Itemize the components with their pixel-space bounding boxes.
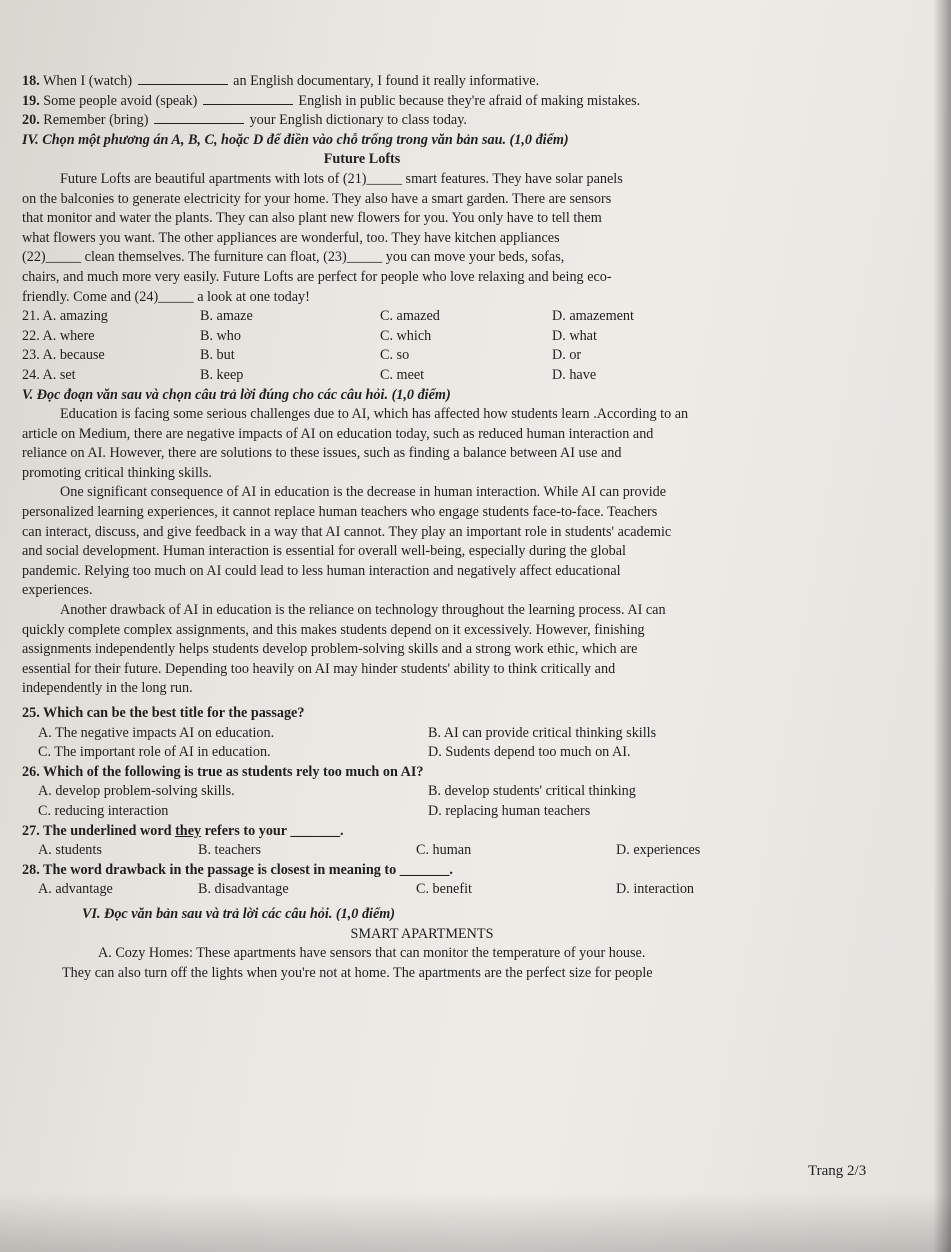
passage-line: (22)_____ clean themselves. The furniture can float, (23)_____ you can move your beds, sofas, [22,249,565,266]
answer-blank[interactable] [203,104,293,105]
smart-apartments-passage [22,944,882,983]
option-a[interactable]: A. The negative impacts AI on education. [38,724,275,741]
passage-line: independently in the long run. [22,680,193,697]
options-row-22 [22,327,882,347]
fill-item-18 [22,72,882,92]
item-number: 20. [22,112,40,129]
option-b[interactable]: B. amaze [200,308,253,325]
option-b[interactable]: B. who [200,327,241,344]
passage-line: One significant consequence of AI in education is the decrease in human interaction. While AI can provide [60,484,667,501]
passage-line: A. Cozy Homes: These apartments have sensors that can monitor the temperature of your house. [98,945,646,962]
options-row-23 [22,346,882,366]
passage-line: that monitor and water the plants. They can also plant new flowers for you. You only have to tell them [22,210,602,227]
option-a[interactable]: 21. A. amazing [22,308,108,325]
page-content [22,62,882,983]
question-28 [22,861,882,881]
passage-line: article on Medium, there are negative impacts of AI on education today, such as reduced human interaction and [22,425,654,442]
option-d[interactable]: D. or [552,347,582,364]
section-vi-heading: VI. Đọc văn bản sau và trả lời các câu hỏi. (1,0 điểm) [82,905,396,922]
option-b[interactable]: B. teachers [198,842,262,859]
option-b[interactable]: B. AI can provide critical thinking skills [428,724,657,741]
passage-line: experiences. [22,582,93,599]
ai-passage-paragraph-3 [22,601,882,699]
question-27-options [22,841,882,861]
options-row-24 [22,366,882,386]
fill-item-19 [22,92,882,112]
option-d[interactable]: D. Sudents depend too much on AI. [428,744,631,761]
page-number: Trang 2/3 [808,1163,867,1179]
passage-line: reliance on AI. However, there are solutions to these issues, such as finding a balance between AI use and [22,445,622,462]
option-d[interactable]: D. interaction [616,881,695,898]
option-b[interactable]: B. disadvantage [198,881,289,898]
passage-line: Education is facing some serious challenges due to AI, which has affected how students learn .According to an [60,406,689,423]
option-a[interactable]: A. develop problem-solving skills. [38,783,235,800]
section-iv-heading: IV. Chọn một phương án A, B, C, hoặc D để điền vào chỗ trống trong văn bản sau. (1,0 điểm) [22,131,569,148]
options-row-21 [22,307,882,327]
question-25-options-cd [22,743,882,763]
ai-passage-paragraph-2 [22,483,882,601]
option-c[interactable]: C. so [380,347,410,364]
option-c[interactable]: C. which [380,327,432,344]
option-d[interactable]: D. what [552,327,597,344]
section-v-heading: V. Đọc đoạn văn sau và chọn câu trả lời đúng cho các câu hỏi. (1,0 điểm) [22,386,451,403]
passage-title-future-lofts: Future Lofts [323,151,401,168]
item-text: When I (watch) [43,73,133,89]
item-text: your English dictionary to class today. [249,112,467,129]
passage-title-smart-apartments: SMART APARTMENTS [350,925,494,942]
passage-line: Another drawback of AI in education is the reliance on technology throughout the learning process. AI can [60,602,666,619]
option-b[interactable]: B. develop students' critical thinking [428,783,636,800]
question-text: 28. The word [22,861,106,878]
option-d[interactable]: D. have [552,366,597,383]
question-26-options-ab [22,782,882,802]
question-text: in the passage is closest in meaning to _______. [166,861,453,878]
passage-line: pandemic. Relying too much on AI could lead to less human interaction and negatively affect educational [22,562,621,579]
option-d[interactable]: D. replacing human teachers [428,802,591,819]
question-text: refers to your _______. [201,822,344,839]
question-28-options [22,880,882,900]
item-text: English in public because they're afraid of making mistakes. [298,92,641,109]
question-25-options-ab [22,724,882,744]
option-a[interactable]: 24. A. set [22,366,76,383]
option-c[interactable]: C. The important role of AI in education. [38,744,271,761]
option-b[interactable]: B. keep [200,366,244,383]
answer-blank[interactable] [154,123,244,124]
passage-line: friendly. Come and (24)_____ a look at one today! [22,288,310,305]
item-number: 19. [22,92,40,109]
option-c[interactable]: C. meet [380,366,425,383]
underlined-word: they [175,822,202,839]
option-c[interactable]: C. human [416,842,472,859]
passage-line: chairs, and much more very easily. Future Lofts are perfect for people who love relaxing and being eco- [22,268,612,285]
question-26-options-cd [22,802,882,822]
passage-line: promoting critical thinking skills. [22,464,212,481]
option-b[interactable]: B. but [200,347,235,364]
passage-line: assignments independently helps students develop problem-solving skills and a strong work ethic, which are [22,641,638,658]
passage-line: quickly complete complex assignments, and this makes students depend on it excessively. However, finishing [22,621,645,638]
page-shadow-bottom [0,1192,951,1252]
passage-line: and social development. Human interaction is essential for overall well-being, especially during the global [22,543,626,560]
question-text: 27. The underlined word [22,822,176,839]
passage-line: what flowers you want. The other appliances are wonderful, too. They have kitchen appliances [22,229,560,246]
option-d[interactable]: D. experiences [616,842,701,859]
item-text: an English documentary, I found it really informative. [233,73,540,89]
answer-blank[interactable] [138,84,228,85]
question-25: 25. Which can be the best title for the passage? [22,705,305,721]
option-a[interactable]: 23. A. because [22,347,105,364]
option-d[interactable]: D. amazement [552,308,634,325]
ai-passage-paragraph-1 [22,405,882,483]
section-iv-options [22,307,882,385]
option-c[interactable]: C. benefit [416,881,472,898]
passage-line: on the balconies to generate electricity for your home. They also have a smart garden. There are sensors [22,190,612,207]
option-a[interactable]: A. students [38,842,102,859]
item-text: Some people avoid (speak) [43,92,198,109]
option-c[interactable]: C. amazed [380,308,440,325]
option-c[interactable]: C. reducing interaction [38,802,169,819]
passage-line: They can also turn off the lights when you're not at home. The apartments are the perfect size for people [62,964,653,981]
passage-line: Future Lofts are beautiful apartments with lots of (21)_____ smart features. They have solar panels [60,170,623,187]
passage-line: can interact, discuss, and give feedback in a way that AI cannot. They play an important role in students' academic [22,523,672,540]
option-a[interactable]: A. advantage [38,881,113,898]
item-text: Remember (bring) [43,112,149,129]
bold-word: drawback [105,861,166,878]
passage-line: essential for their future. Depending too heavily on AI may hinder students' ability to think critically and [22,660,616,677]
passage-line: personalized learning experiences, it cannot replace human teachers who engage students face-to-face. Teachers [22,504,658,521]
question-27 [22,822,882,842]
fill-item-20 [22,111,882,131]
future-lofts-passage [22,170,882,307]
page-shadow-right [933,0,951,1252]
item-number: 18. [22,73,40,89]
option-a[interactable]: 22. A. where [22,327,95,344]
question-26: 26. Which of the following is true as students rely too much on AI? [22,763,424,780]
